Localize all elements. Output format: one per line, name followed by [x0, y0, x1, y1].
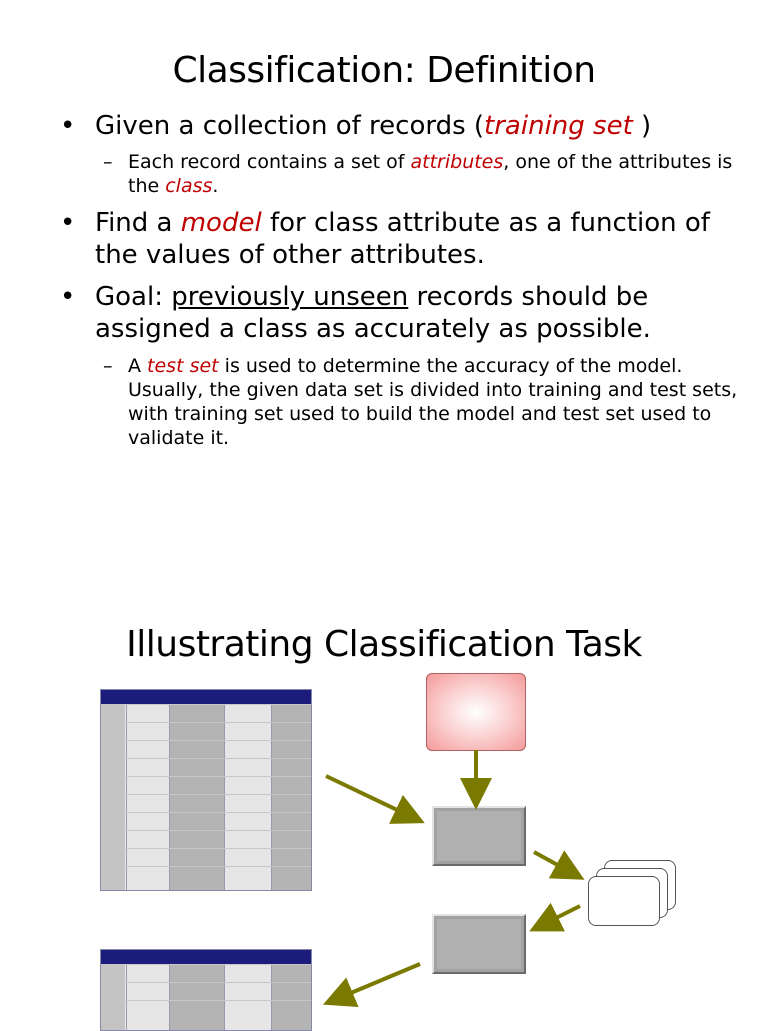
term-training-set: training set — [484, 111, 633, 141]
bullet-goal: • Goal: previously unseen records should be assigned a class as accurately as possible. — [60, 282, 651, 344]
arrow-icon — [334, 964, 420, 1000]
arrow-icon — [534, 852, 574, 874]
arrow-icon — [540, 906, 580, 926]
bullet-icon: • — [60, 111, 76, 141]
slide-title: Classification: Definition — [172, 50, 596, 91]
slide-illustration — [0, 600, 768, 1024]
sub-bullet-test-set: – A test set is used to determine the accuracy of the model. Usually, the given data set is divided into training and test sets, with training set used to build the model and test set used to validate it. — [103, 355, 738, 449]
bullet-training-set: • Given a collection of records (training set ) — [60, 111, 652, 141]
term-model: model — [180, 208, 262, 238]
sub-bullet-attributes: – Each record contains a set of attributes, one of the attributes is the class. — [103, 151, 733, 197]
arrow-icon — [326, 776, 414, 818]
bullet-model: • Find a model for class attribute as a function of the values of other attributes. — [60, 208, 710, 270]
flow-arrows — [0, 600, 768, 1024]
dash-icon: – — [103, 355, 113, 377]
bullet-icon: • — [60, 208, 76, 238]
bullet-icon: • — [60, 282, 76, 312]
term-class: class — [165, 175, 213, 197]
term-test-set: test set — [147, 355, 219, 377]
slide-title: Illustrating Classification Task — [126, 624, 642, 665]
term-attributes: attributes — [410, 151, 504, 173]
dash-icon: – — [103, 151, 113, 173]
term-previously-unseen: previously unseen — [171, 282, 409, 312]
